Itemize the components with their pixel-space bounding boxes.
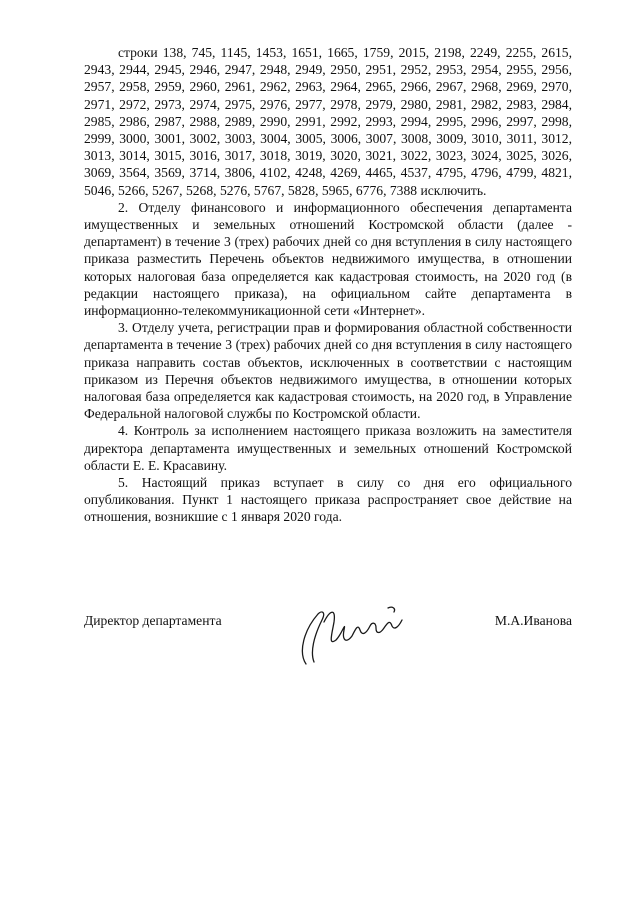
handwritten-signature [284,600,424,680]
signatory-name: М.А.Иванова [494,613,572,628]
paragraph-2: 2. Отделу финансового и информационного обеспечения департамента имущественных и земельных отношений Костромской области (далее - департамент) в течение 3 (трех) рабочих дней со дня вступления в силу настоящего приказа разместить Перечень объектов недвижимого имущества, в отношении которых налоговая база определяется как кадастровая стоимость, на 2020 год (в редакции настоящего приказа), на официальном сайте департамента в информационно-телекоммуникационной сети «Интернет». [84,199,572,319]
paragraph-1-continuation: строки 138, 745, 1145, 1453, 1651, 1665, 1759, 2015, 2198, 2249, 2255, 2615, 2943, 2944, 2945, 2946, 2947, 2948, 2949, 2950, 2951, 2952, 2953, 2954, 2955, 2956, 2957, 2958, 2959, 2960, 2961, 2962, 2963, 2964, 2965, 2966, 2967, 2968, 2969, 2970, 2971, 2972, 2973, 2974, 2975, 2976, 2977, 2978, 2979, 2980, 2981, 2982, 2983, 2984, 2985, 2986, 2987, 2988, 2989, 2990, 2991, 2992, 2993, 2994, 2995, 2996, 2997, 2998, 2999, 3000, 3001, 3002, 3003, 3004, 3005, 3006, 3007, 3008, 3009, 3010, 3011, 3012, 3013, 3014, 3015, 3016, 3017, 3018, 3019, 3020, 3021, 3022, 3023, 3024, 3025, 3026, 3069, 3564, 3569, 3714, 3806, 4102, 4248, 4269, 4465, 4537, 4795, 4796, 4799, 4821, 5046, 5266, 5267, 5268, 5276, 5767, 5828, 5965, 6776, 7388 исключить. [84,45,572,198]
paragraph-3: 3. Отделу учета, регистрации прав и формирования областной собственности департамента в течение 3 (трех) рабочих дней со дня вступления в силу настоящего приказа направить состав объектов, исключенных в соответствии с настоящим приказом из Перечня объектов недвижимого имущества, в отношении которых налоговая база определяется как кадастровая стоимость, на 2020 год, в Управление Федеральной налоговой службы по Костромской области. [84,320,572,422]
paragraph-4: 4. Контроль за исполнением настоящего приказа возложить на заместителя директора департамента имущественных и земельных отношений Костромской области Е. Е. Красавину. [84,423,572,473]
paragraph-5: 5. Настоящий приказ вступает в силу со дня его официального опубликования. Пункт 1 настоящего приказа распространяет свое действие на отношения, возникшие с 1 января 2020 года. [84,475,572,525]
document-body [84,44,572,526]
signatory-title: Директор департамента [84,613,222,628]
signature-block [84,612,572,682]
